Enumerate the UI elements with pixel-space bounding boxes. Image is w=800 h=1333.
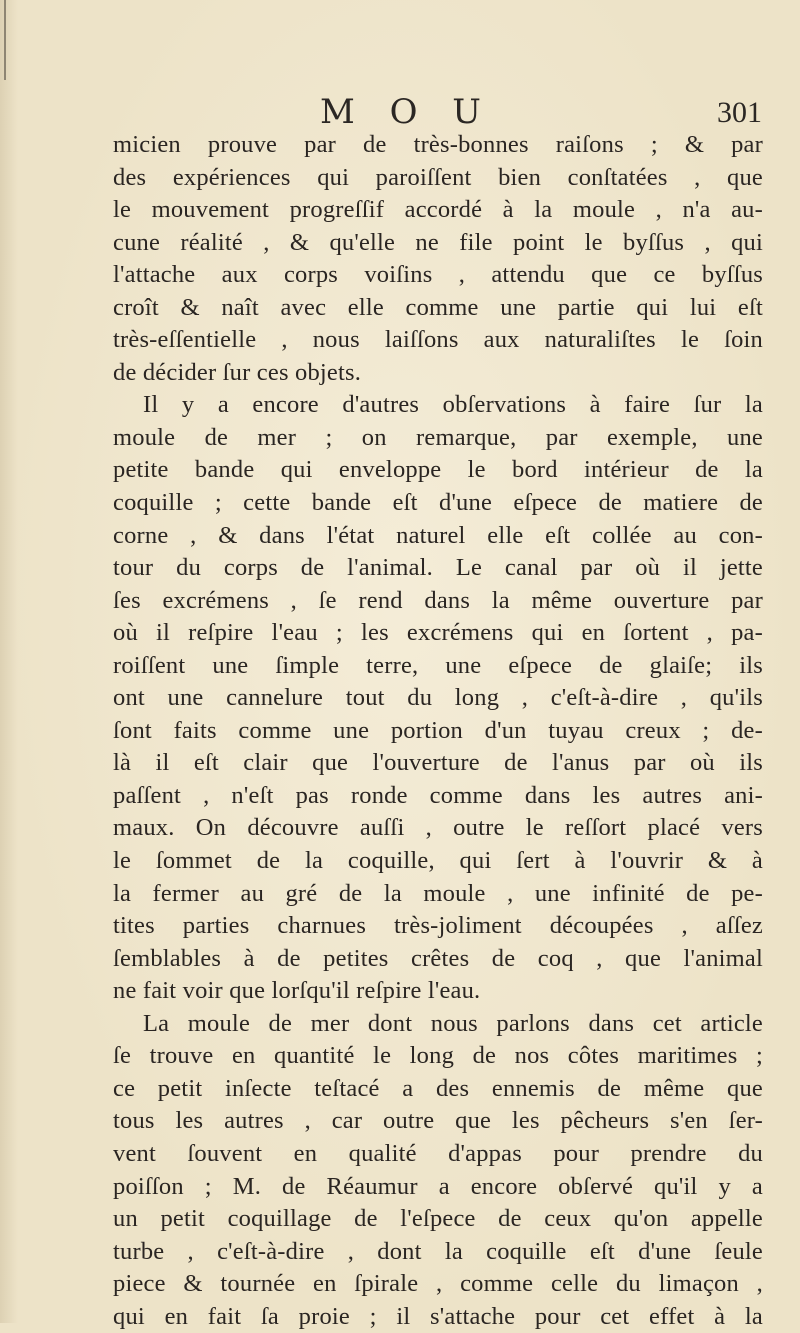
page-number: 301 xyxy=(717,96,762,129)
text-line: de décider ſur ces objets. xyxy=(113,358,362,386)
text-line: tour du corps de l'animal. Le canal par où il jette xyxy=(113,554,763,582)
running-head xyxy=(110,92,770,132)
binding-edge xyxy=(4,0,6,80)
text-line: corne , & dans l'état naturel elle eſt collée au con- xyxy=(113,521,763,549)
text-line: ce petit inſecte teſtacé a des ennemis de même que xyxy=(113,1074,763,1102)
text-line: roiſſent une ſimple terre, une eſpece de glaiſe; ils xyxy=(113,651,763,679)
text-line: ſe trouve en quantité le long de nos côtes maritimes ; xyxy=(113,1042,763,1070)
text-line: là il eſt clair que l'ouverture de l'anus par où ils xyxy=(113,749,763,777)
text-line: ſont faits comme une portion d'un tuyau creux ; de- xyxy=(113,716,763,744)
text-line: l'attache aux corps voiſins , attendu que ce byſſus xyxy=(113,261,763,289)
text-line: ſemblables à de petites crêtes de coq , que l'animal xyxy=(113,944,763,972)
text-line: tites parties charnues très-joliment découpées , aſſez xyxy=(113,912,763,940)
text-line: le ſommet de la coquille, qui ſert à l'ouvrir & à xyxy=(113,847,763,875)
text-line: petite bande qui enveloppe le bord intérieur de la xyxy=(113,456,763,484)
body-text xyxy=(113,129,763,1333)
text-line: croît & naît avec elle comme une partie qui lui eſt xyxy=(113,293,763,321)
text-line: qui en fait ſa proie ; il s'attache pour cet effet à la xyxy=(113,1302,763,1330)
text-line: vent ſouvent en qualité d'appas pour prendre du xyxy=(113,1139,763,1167)
paragraph-start-line: Il y a encore d'autres obſervations à faire ſur la xyxy=(143,391,763,419)
text-line: un petit coquillage de l'eſpece de ceux qu'on appelle xyxy=(113,1205,763,1233)
text-line: où il reſpire l'eau ; les excrémens qui en ſortent , pa- xyxy=(113,619,763,647)
text-line: ont une cannelure tout du long , c'eſt-à-dire , qu'ils xyxy=(113,684,763,712)
text-line: maux. On découvre auſſi , outre le reſſort placé vers xyxy=(113,814,763,842)
text-line: tous les autres , car outre que les pêcheurs s'en ſer- xyxy=(113,1107,763,1135)
text-line: cune réalité , & qu'elle ne file point le byſſus , qui xyxy=(113,228,763,256)
text-line: très-eſſentielle , nous laiſſons aux naturaliſtes le ſoin xyxy=(113,326,763,354)
text-line: coquille ; cette bande eſt d'une eſpece de matiere de xyxy=(113,489,763,517)
paragraph-start-line: La moule de mer dont nous parlons dans cet article xyxy=(143,1009,763,1037)
text-line: piece & tournée en ſpirale , comme celle du limaçon , xyxy=(113,1270,763,1298)
text-line: la fermer au gré de la moule , une infinité de pe- xyxy=(113,879,763,907)
running-title: M O U xyxy=(320,92,493,132)
text-line: moule de mer ; on remarque, par exemple, une xyxy=(113,423,763,451)
text-line: le mouvement progreſſif accordé à la moule , n'a au- xyxy=(113,196,763,224)
text-line: paſſent , n'eſt pas ronde comme dans les autres ani- xyxy=(113,781,763,809)
text-line: turbe , c'eſt-à-dire , dont la coquille eſt d'une ſeule xyxy=(113,1237,763,1265)
text-line: poiſſon ; M. de Réaumur a encore obſervé qu'il y a xyxy=(113,1172,763,1200)
text-line: ſes excrémens , ſe rend dans la même ouverture par xyxy=(113,586,763,614)
text-line: des expériences qui paroiſſent bien conſtatées , que xyxy=(113,163,763,191)
text-line: ne fait voir que lorſqu'il reſpire l'eau. xyxy=(113,977,481,1005)
text-line: micien prouve par de très-bonnes raiſons ; & par xyxy=(113,131,763,158)
